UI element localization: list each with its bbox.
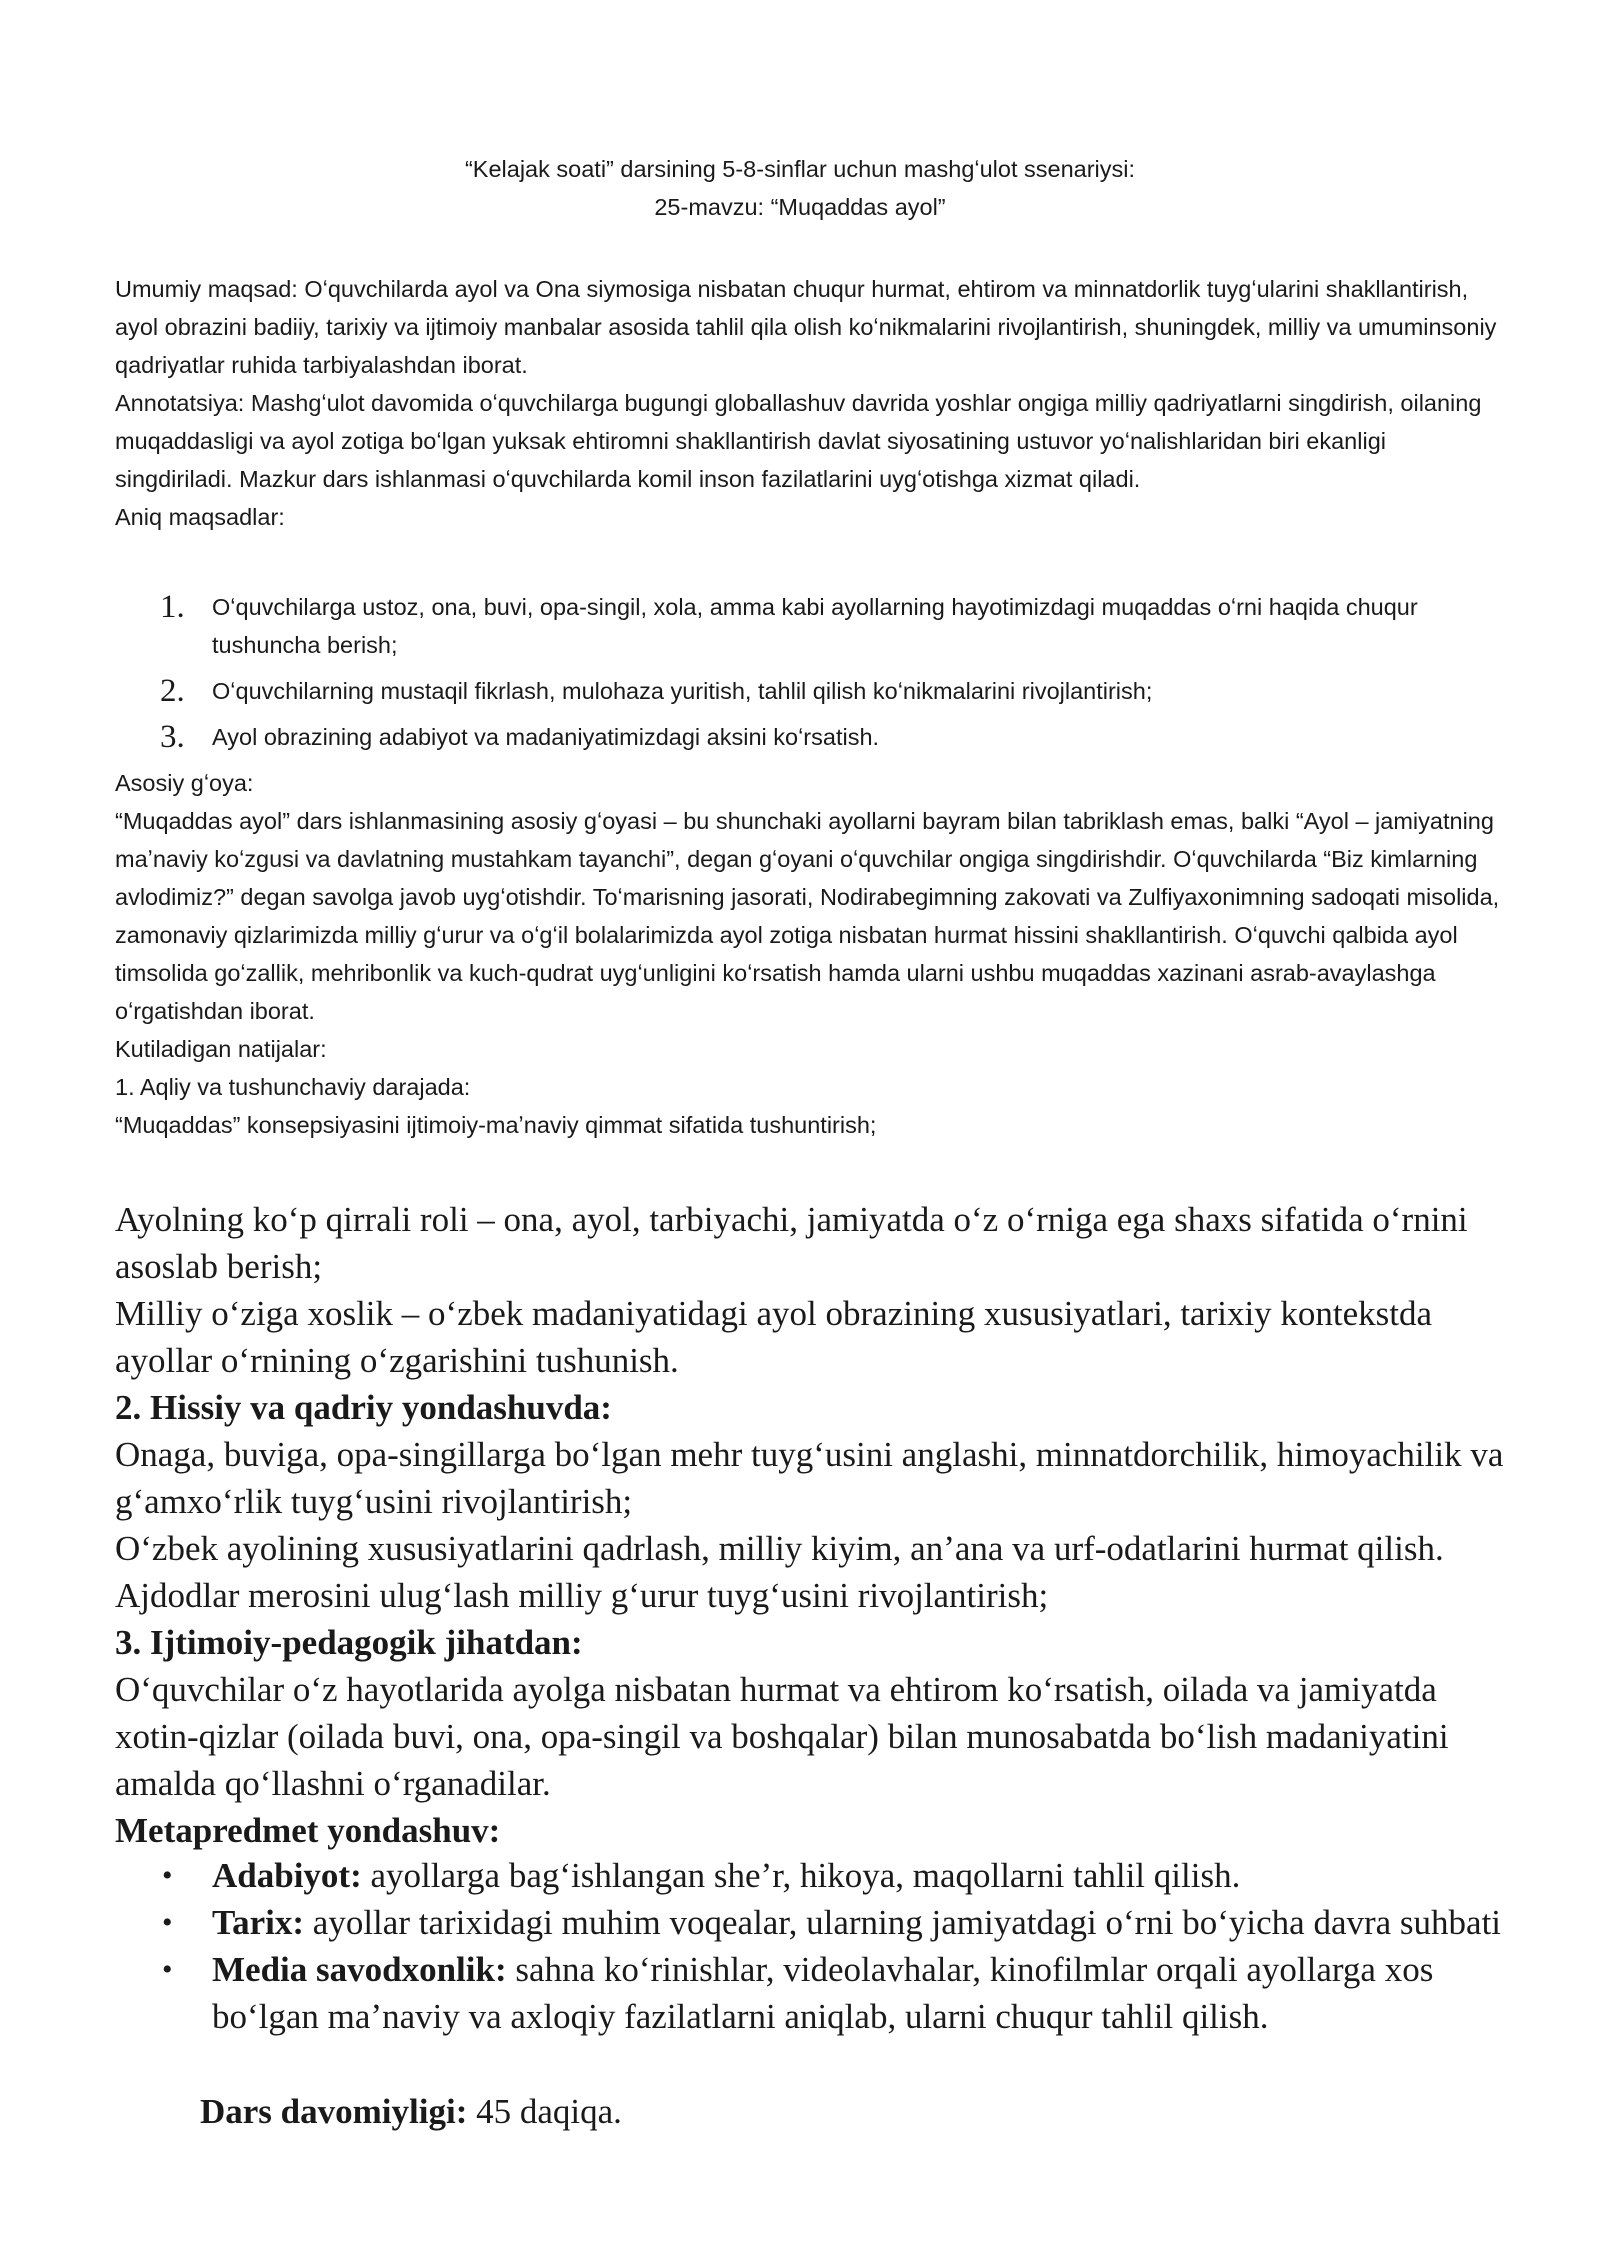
umumiy-maqsad-paragraph: Umumiy maqsad: Oʻquvchilarda ayol va Ona siymosiga nisbatan chuqur hurmat, ehtirom va minnatdorlik tuygʻularini shakllantirish, ayol obrazini badiiy, tarixiy va ijtimoiy manbalar asosida tahlil qila olish koʻnikmalarini rivojlantirish, shuningdek, milliy va umuminsoniy qadriyatlar ruhida tarbiyalashdan iborat. <box>115 276 1497 378</box>
list-item <box>162 1899 1507 1946</box>
natijalar-sub2-item2: Oʻzbek ayolining xususiyatlarini qadrlash, milliy kiyim, anʼana va urf-odatlarini hurmat qilish. Ajdodlar merosini ulugʻlash milliy gʻurur tuygʻusini rivojlantirish; <box>115 1529 1444 1615</box>
aniq-maqsadlar-label: Aniq maqsadlar: <box>115 504 285 530</box>
bullet-term: Media savodxonlik: <box>212 1950 507 1989</box>
list-item <box>162 1946 1507 2040</box>
natijalar-label: Kutiladigan natijalar: <box>115 1036 327 1062</box>
davomiylik-label: Dars davomiyligi: <box>200 2092 468 2131</box>
list-number: 3. <box>160 719 185 755</box>
asosiy-goya-paragraph: “Muqaddas ayol” dars ishlanmasining asosiy gʻoyasi – bu shunchaki ayollarni bayram bilan tabriklash emas, balki “Ayol – jamiyatning maʼnaviy koʻzgusi va davlatning mustahkam tayanchi”, degan gʻoyani oʻquvchilar ongiga singdirishdir. Oʻquvchilarda “Biz kimlarning avlodimiz?” degan savolga javob uygʻotishdir. Toʻmarisning jasorati, Nodirabegimning zakovati va Zulfiyaxonimning sadoqati misolida, zamonaviy qizlarimizda milliy gʻurur va oʻgʻil bolalarimizda ayol zotiga nisbatan hurmat hissini shakllantirish. Oʻquvchi qalbida ayol timsolida goʻzallik, mehribonlik va kuch-qudrat uygʻunligini koʻrsatish hamda ularni ushbu muqaddas xazinani asrab-avaylashga oʻrgatishdan iborat. <box>115 808 1500 1024</box>
natijalar-sub2-item1: Onaga, buviga, opa-singillarga boʻlgan mehr tuygʻusini anglashi, minnatdorchilik, himoyachilik va gʻamxoʻrlik tuygʻusini rivojlantirish; <box>115 1435 1504 1521</box>
intro-section <box>115 270 1510 536</box>
natijalar-sub1-item3: Milliy oʻziga xoslik – oʻzbek madaniyatidagi ayol obrazining xususiyatlari, tarixiy kontekstda ayollar oʻrnining oʻzgarishini tushunish. <box>115 1294 1433 1380</box>
list-item-text: Oʻquvchilarning mustaqil fikrlash, mulohaza yuritish, tahlil qilish koʻnikmalarini rivojlantirish; <box>212 678 1153 704</box>
document-title <box>0 150 1600 226</box>
natijalar-sub2-label: 2. Hissiy va qadriy yondashuvda: <box>115 1388 612 1427</box>
list-item <box>160 588 1460 664</box>
natijalar-sub1-label: 1. Aqliy va tushunchaviy darajada: <box>115 1074 471 1100</box>
natijalar-sub1-item1: “Muqaddas” konsepsiyasini ijtimoiy-maʼnaviy qimmat sifatida tushuntirish; <box>115 1112 877 1138</box>
list-item-text: Ayol obrazining adabiyot va madaniyatimizdagi aksini koʻrsatish. <box>212 724 880 750</box>
bullet-icon: • <box>162 1859 173 1892</box>
list-item <box>162 1852 1507 1899</box>
natijalar-sub3-label: 3. Ijtimoiy-pedagogik jihatdan: <box>115 1623 583 1662</box>
davomiylik-value: 45 daqiqa. <box>467 2092 622 2131</box>
list-item-text: Oʻquvchilarga ustoz, ona, buvi, opa-singil, xola, amma kabi ayollarning hayotimizdagi muqaddas oʻrni haqida chuqur tushuncha berish; <box>212 594 1418 658</box>
natijalar-sub3-item1: Oʻquvchilar oʻz hayotlarida ayolga nisbatan hurmat va ehtirom koʻrsatish, oilada va jamiyatda xotin-qizlar (oilada buvi, ona, opa-singil va boshqalar) bilan munosabatda boʻlish madaniyatini amalda qoʻllashni oʻrganadilar. <box>115 1670 1449 1803</box>
list-item <box>160 718 1460 756</box>
bullet-text: ayollarga bagʻishlangan sheʼr, hikoya, maqollarni tahlil qilish. <box>361 1856 1241 1895</box>
aniq-maqsadlar-list <box>160 588 1460 756</box>
natijalar-sub1-item2: Ayolning koʻp qirrali roli – ona, ayol, tarbiyachi, jamiyatda oʻz oʻrniga ega shaxs sifatida oʻrnini asoslab berish; <box>115 1200 1468 1286</box>
bullet-text: ayollar tarixidagi muhim voqealar, ularning jamiyatdagi oʻrni boʻyicha davra suhbati <box>304 1903 1502 1942</box>
bullet-icon: • <box>162 1906 173 1939</box>
bullet-text: sahna koʻrinishlar, videolavhalar, kinofilmlar orqali ayollarga xos boʻlgan maʼnaviy va axloqiy fazilatlarni aniqlab, ularni chuqur tahlil qilish. <box>212 1950 1434 2036</box>
list-number: 2. <box>160 673 185 709</box>
title-line-1: “Kelajak soati” darsining 5-8-sinflar uchun mashgʻulot ssenariysi: <box>464 156 1136 182</box>
annotatsiya-paragraph: Annotatsiya: Mashgʻulot davomida oʻquvchilarga bugungi globallashuv davrida yoshlar ongiga milliy qadriyatlarni singdirish, oilaning muqaddasligi va ayol zotiga boʻlgan yuksak ehtiromni shakllantirish davlat siyosatining ustuvor yoʻnalishlaridan biri ekanligi singdiriladi. Mazkur dars ishlanmasi oʻquvchilarda komil inson fazilatlarini uygʻotishga xizmat qiladi. <box>115 390 1482 492</box>
bullet-icon: • <box>162 1953 173 1986</box>
bullet-term: Adabiyot: <box>212 1856 362 1895</box>
metapredmet-list <box>162 1852 1507 2040</box>
asosiy-goya-section <box>115 764 1510 1144</box>
list-item <box>160 672 1460 710</box>
metapredmet-label: Metapredmet yondashuv: <box>115 1811 501 1850</box>
dars-davomiyligi <box>200 2088 1500 2135</box>
asosiy-goya-label: Asosiy gʻoya: <box>115 770 254 796</box>
list-number: 1. <box>160 589 185 625</box>
title-line-2: 25-mavzu: “Muqaddas ayol” <box>654 194 946 220</box>
natijalar-section <box>115 1196 1510 1854</box>
bullet-term: Tarix: <box>212 1903 305 1942</box>
